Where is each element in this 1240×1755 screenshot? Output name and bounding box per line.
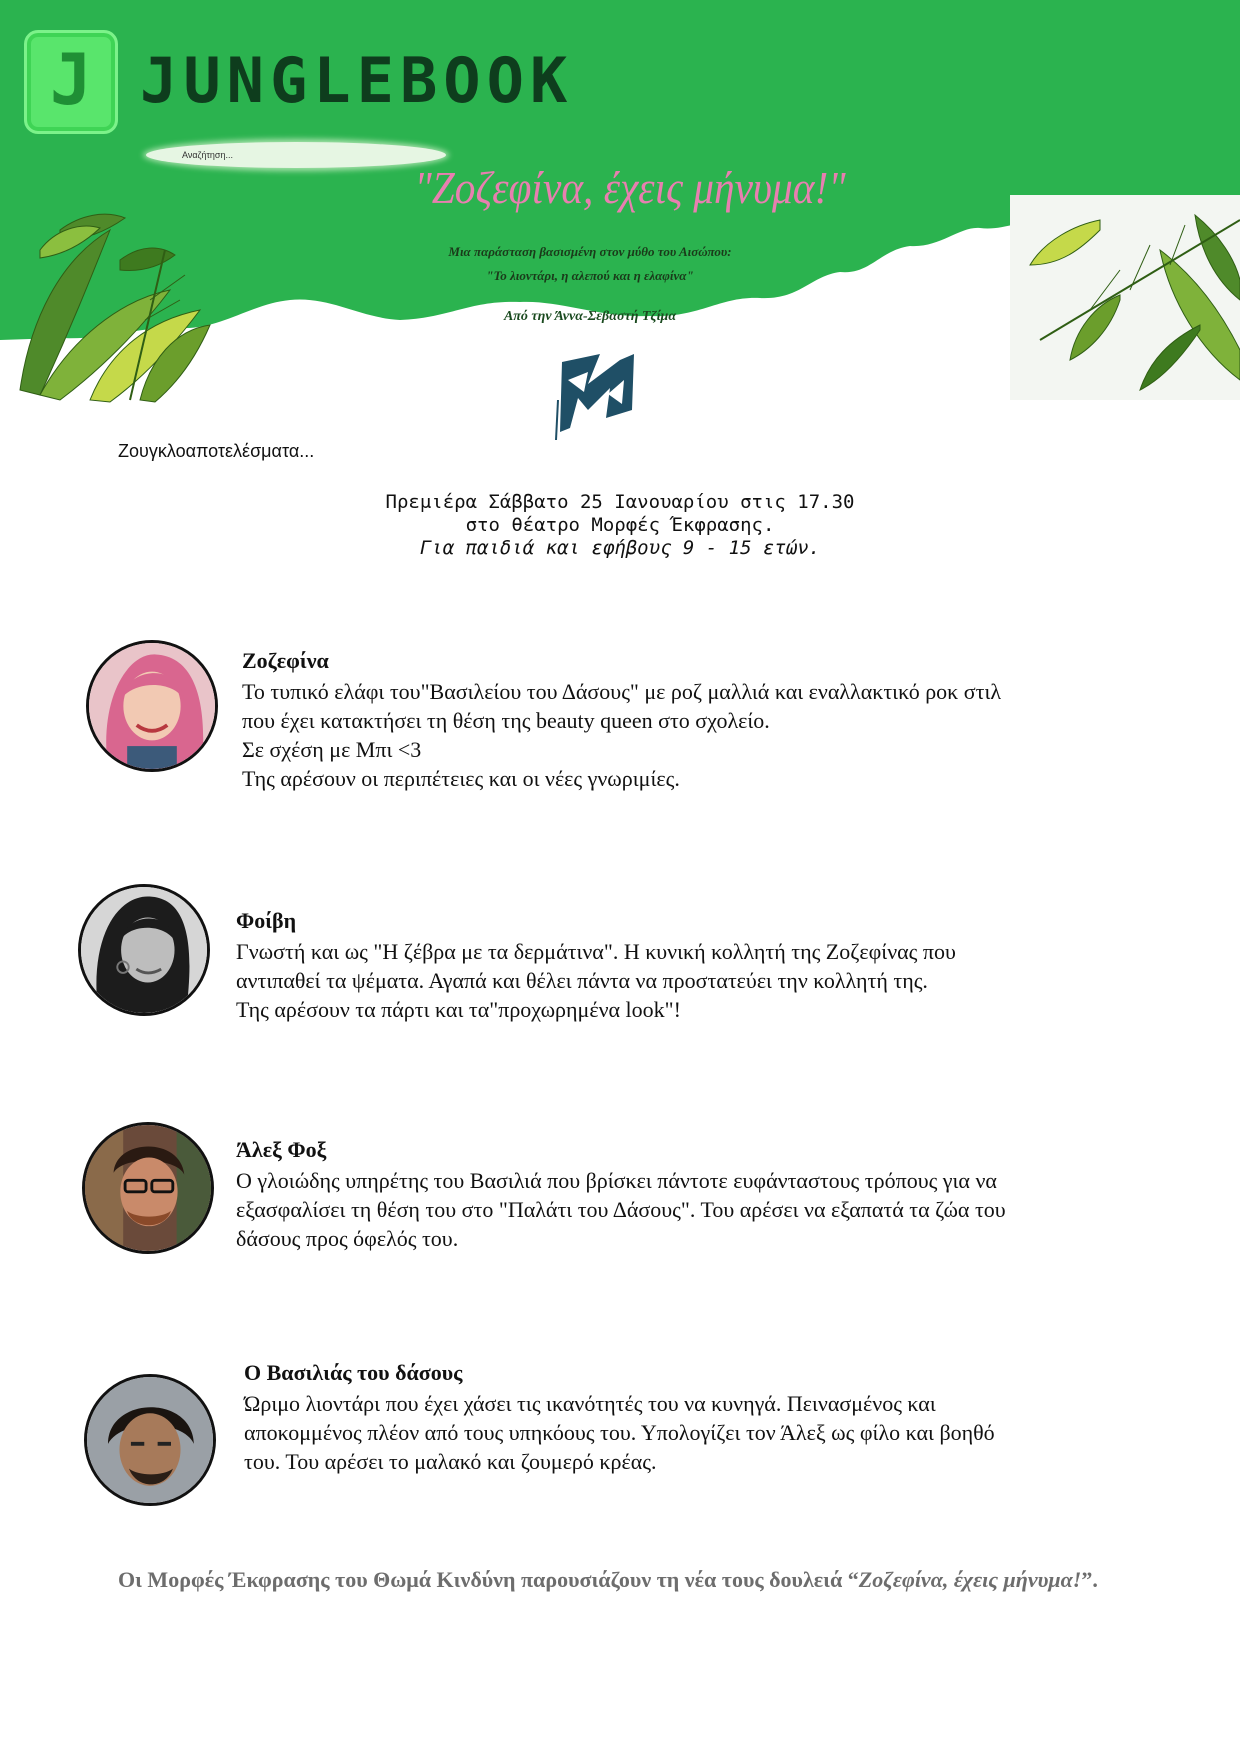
avatar (86, 640, 218, 772)
brand-logo-letter: J (49, 39, 93, 121)
show-subtitle-line2: "Το λιοντάρι, η αλεπού και η ελαφίνα" (486, 268, 694, 283)
footer-show-title: Ζοζεφίνα, έχεις μήνυμα! (858, 1567, 1082, 1592)
portrait-photo (81, 887, 207, 1013)
portrait-photo (85, 1125, 211, 1251)
show-subtitle-line1: Μια παράσταση βασισμένη στον μύθο του Αισώπου: (448, 244, 732, 259)
show-title: "Ζοζεφίνα, έχεις μήνυμα!" (414, 163, 846, 213)
portrait-photo (87, 1377, 213, 1503)
premiere-date: Πρεμιέρα Σάββατο 25 Ιανουαρίου στις 17.30 (385, 491, 855, 513)
premiere-info (300, 491, 940, 560)
character-name: Φοίβη (236, 908, 297, 933)
brand-name[interactable]: JUNGLEBOOK (140, 44, 574, 117)
results-label: Ζουγκλοαποτελέσματα... (118, 441, 315, 461)
avatar (82, 1122, 214, 1254)
premiere-audience: Για παιδιά και εφήβους 9 - 15 ετών. (419, 537, 821, 559)
brand-logo[interactable] (24, 30, 118, 134)
character-description: Γνωστή και ως "Η ζέβρα με τα δερμάτινα". Η κυνική κολλητή της Ζοζεφίνας που αντιπαθεί τα ψέματα. Αγαπά και θέλει πάντα να προστατεύει την κολλητή της. Της αρέσουν τα πάρτι και τα"προχωρημένα look"! (236, 939, 956, 1022)
footer-text: Οι Μορφές Έκφρασης του Θωμά Κινδύνη παρουσιάζουν τη νέα τους δουλειά “ (118, 1567, 859, 1592)
character-name: Άλεξ Φοξ (236, 1137, 327, 1162)
footer-end: ”. (1081, 1567, 1098, 1592)
character-description: Ώριμο λιοντάρι που έχει χάσει τις ικανότητές του να κυνηγά. Πεινασμένος και αποκομμένος πλέον από τους υπηκόους του. Υπολογίζει τον Άλεξ ως φίλο και βοηθό του. Του αρέσει το μαλακό και ζουμερό κρέας. (244, 1391, 995, 1474)
character-name: Ο Βασιλιάς του δάσους (244, 1360, 463, 1385)
avatar (84, 1374, 216, 1506)
avatar (78, 884, 210, 1016)
character-name: Ζοζεφίνα (242, 648, 329, 673)
character-description: Ο γλοιώδης υπηρέτης του Βασιλιά που βρίσκει πάντοτε ευφάνταστους τρόπους για να εξασφαλίσει τη θέση του στο "Παλάτι του Δάσους". Του αρέσει να εξαπατά τα ζώα του δάσους προς όφελός του. (236, 1168, 1006, 1251)
show-author: Από την Άννα-Σεβαστή Τζίμα (503, 309, 677, 324)
theatre-logo (548, 340, 648, 440)
portrait-photo (89, 643, 215, 769)
footer-note (118, 1566, 1128, 1594)
premiere-venue: στο θέατρο Μορφές Έκφρασης. (465, 514, 775, 536)
character-description: Το τυπικό ελάφι του"Βασιλείου του Δάσους" με ροζ μαλλιά και εναλλακτικό ροκ στιλ που έχει κατακτήσει τη θέση της beauty queen στο σχολείο. Σε σχέση με Μπι <3 Της αρέσουν οι περιπέτειες και οι νέες γνωριμίες. (242, 679, 1002, 791)
